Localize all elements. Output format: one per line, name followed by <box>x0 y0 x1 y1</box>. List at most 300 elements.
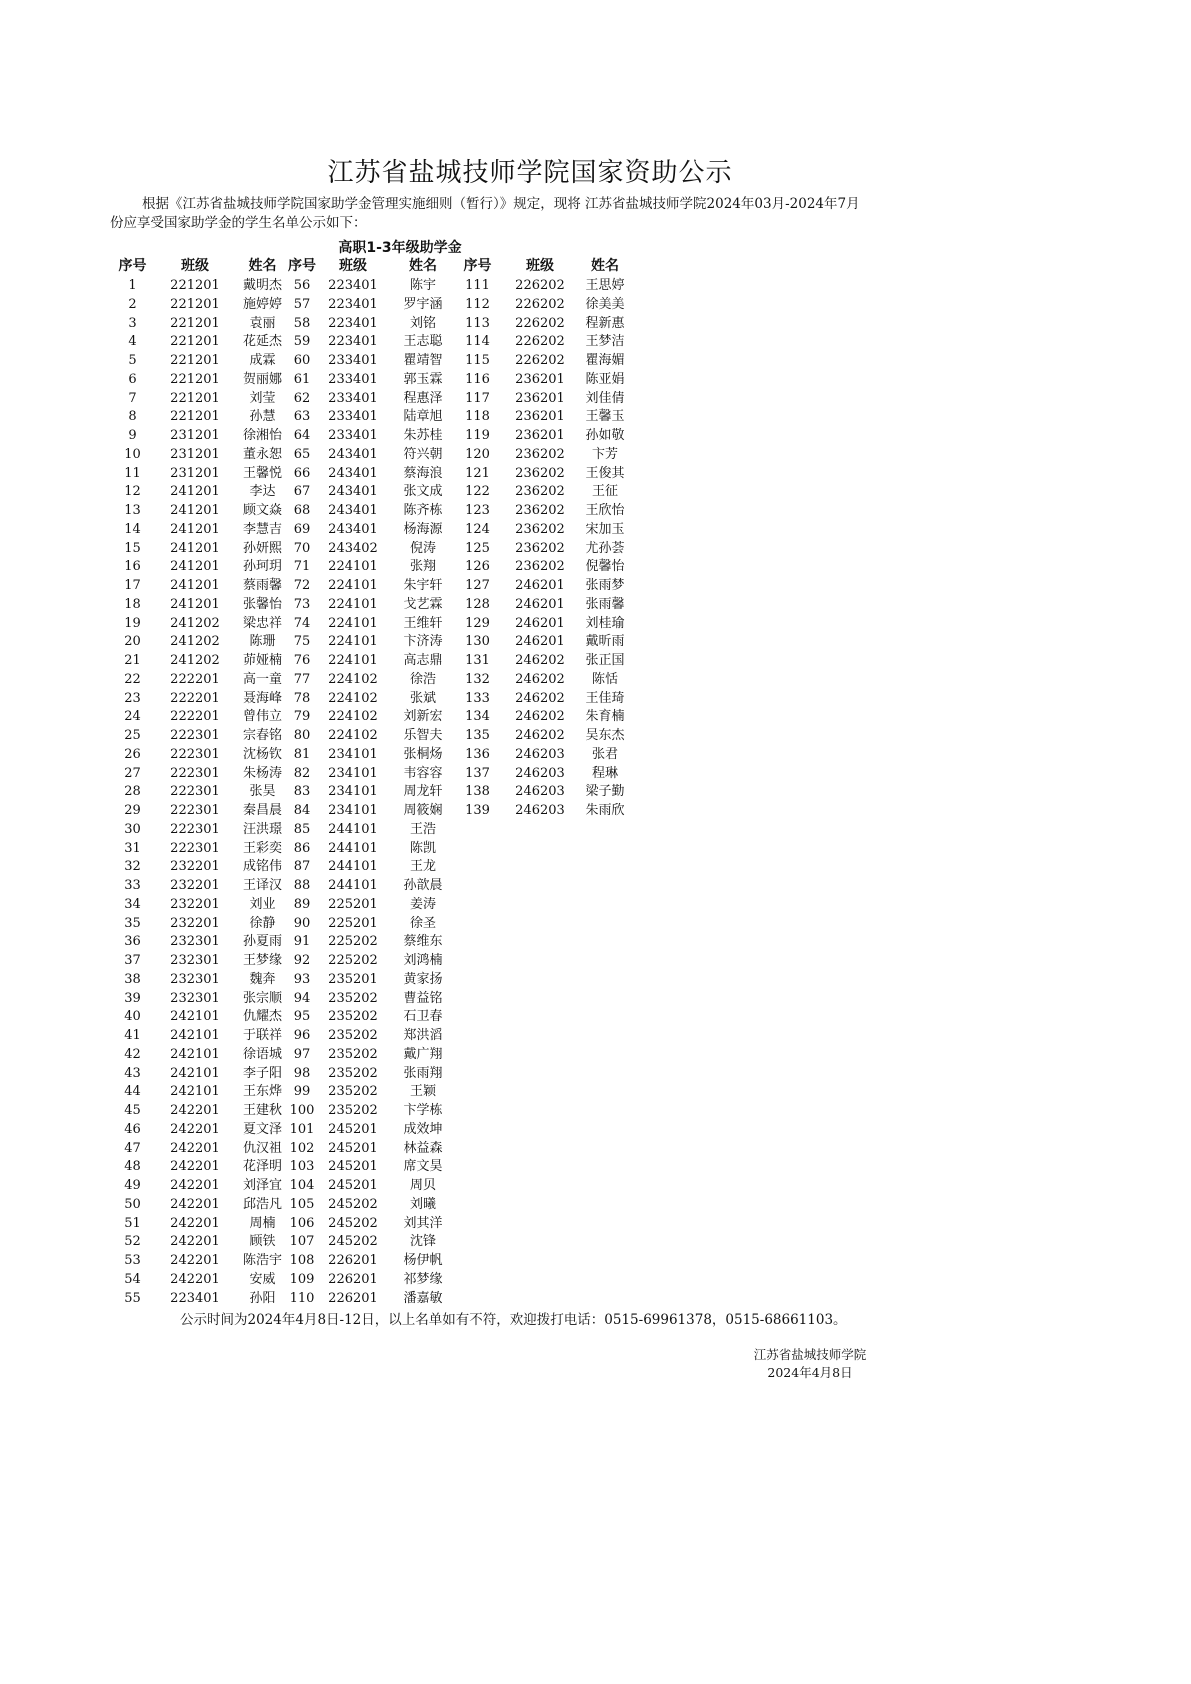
cell-seq: 59 <box>293 334 311 350</box>
cell-seq: 93 <box>293 971 311 987</box>
cell-class: 244101 <box>328 859 378 875</box>
cell-seq: 55 <box>124 1290 141 1306</box>
cell-class: 242201 <box>170 1253 220 1268</box>
cell-name: 潘嘉敏 <box>403 1290 443 1306</box>
cell-name: 高一童 <box>242 671 282 687</box>
cell-seq: 110 <box>289 1290 315 1306</box>
cell-name: 陈浩宇 <box>242 1253 282 1268</box>
cell-class: 245202 <box>328 1215 378 1231</box>
cell-class: 235201 <box>328 971 378 987</box>
cell-seq: 86 <box>293 840 311 856</box>
cell-class: 222201 <box>170 709 220 725</box>
cell-name: 吴东杰 <box>585 728 625 743</box>
cell-class: 221201 <box>170 390 220 406</box>
cell-seq: 24 <box>124 709 141 725</box>
cell-class: 235202 <box>328 1009 378 1025</box>
cell-name: 袁丽 <box>249 315 276 331</box>
cell-seq: 97 <box>293 1046 311 1062</box>
cell-class: 236201 <box>515 409 565 425</box>
cell-name: 张雨翔 <box>403 1065 443 1081</box>
cell-name: 程琳 <box>591 765 618 781</box>
cell-class: 224101 <box>328 596 378 612</box>
cell-name: 朱苏桂 <box>403 428 443 443</box>
cell-class: 241201 <box>170 503 220 518</box>
cell-name: 贺丽娜 <box>242 371 282 387</box>
cell-class: 226201 <box>328 1253 378 1268</box>
cell-seq: 112 <box>465 296 490 312</box>
cell-seq: 139 <box>465 803 490 818</box>
cell-class: 234101 <box>328 803 378 818</box>
cell-name: 王维轩 <box>403 615 443 631</box>
cell-class: 221201 <box>170 315 220 331</box>
cell-seq: 128 <box>465 596 490 612</box>
cell-name: 王梦缘 <box>242 953 282 968</box>
cell-seq: 64 <box>293 428 311 443</box>
cell-seq: 65 <box>293 446 311 462</box>
cell-name: 高志鼎 <box>403 653 443 668</box>
cell-seq: 6 <box>128 371 137 387</box>
header-seq-3: 序号 <box>463 258 492 274</box>
cell-seq: 85 <box>293 821 311 837</box>
cell-name: 席文昊 <box>403 1159 443 1175</box>
cell-seq: 109 <box>289 1271 315 1287</box>
cell-name: 孙歆晨 <box>403 878 443 893</box>
cell-class: 222301 <box>170 765 220 781</box>
cell-class: 243402 <box>328 540 378 556</box>
cell-name: 张翔 <box>409 559 436 575</box>
cell-seq: 79 <box>293 709 311 725</box>
cell-class: 233401 <box>328 371 378 387</box>
cell-seq: 15 <box>124 540 141 556</box>
cell-seq: 80 <box>293 728 311 743</box>
cell-seq: 76 <box>293 653 311 668</box>
cell-seq: 5 <box>128 353 137 368</box>
cell-name: 郑洪滔 <box>403 1028 443 1043</box>
cell-seq: 111 <box>465 278 490 293</box>
cell-name: 仇耀杰 <box>242 1009 282 1025</box>
cell-name: 徐语城 <box>242 1046 282 1062</box>
cell-name: 王译汉 <box>242 878 282 893</box>
cell-class: 246202 <box>515 671 565 687</box>
header-seq-2: 序号 <box>288 258 316 274</box>
cell-seq: 87 <box>293 859 311 875</box>
cell-seq: 72 <box>293 578 311 593</box>
cell-class: 235202 <box>328 1046 378 1062</box>
cell-class: 222301 <box>170 746 220 762</box>
cell-name: 王志聪 <box>403 334 443 350</box>
cell-name: 王龙 <box>409 859 436 875</box>
cell-name: 花延杰 <box>242 334 282 350</box>
cell-seq: 43 <box>124 1065 141 1081</box>
cell-class: 246203 <box>515 746 565 762</box>
cell-seq: 35 <box>124 915 141 931</box>
header-class-2: 班级 <box>339 258 367 274</box>
cell-seq: 47 <box>124 1140 141 1156</box>
cell-class: 241202 <box>170 653 220 668</box>
cell-seq: 52 <box>124 1234 141 1250</box>
cell-class: 242101 <box>170 1046 220 1062</box>
cell-seq: 75 <box>293 634 311 650</box>
cell-class: 222201 <box>170 690 220 706</box>
cell-class: 236202 <box>515 446 565 462</box>
cell-seq: 7 <box>128 390 137 406</box>
cell-seq: 136 <box>465 746 490 762</box>
cell-name: 顾铁 <box>249 1234 276 1250</box>
cell-name: 施婷婷 <box>242 296 282 312</box>
cell-class: 246202 <box>515 653 565 668</box>
cell-name: 林益森 <box>403 1140 443 1156</box>
cell-seq: 20 <box>124 634 141 650</box>
cell-class: 226201 <box>328 1290 378 1306</box>
cell-class: 236202 <box>515 540 565 556</box>
cell-name: 朱杨涛 <box>242 765 282 781</box>
cell-seq: 95 <box>293 1009 311 1025</box>
cell-name: 罗宇涵 <box>403 296 443 312</box>
cell-class: 246201 <box>515 596 565 612</box>
header-name-1: 姓名 <box>248 258 277 274</box>
cell-name: 聂海峰 <box>242 690 282 706</box>
cell-name: 于联祥 <box>242 1028 282 1043</box>
cell-seq: 14 <box>124 521 141 537</box>
cell-class: 233401 <box>328 390 378 406</box>
cell-name: 梁子勤 <box>585 784 625 800</box>
cell-class: 236202 <box>515 465 565 481</box>
cell-name: 张昊 <box>249 784 276 800</box>
cell-seq: 91 <box>293 934 311 950</box>
cell-seq: 132 <box>465 671 490 687</box>
cell-seq: 114 <box>465 334 490 350</box>
cell-name: 刘莹 <box>249 390 276 406</box>
cell-seq: 68 <box>293 503 311 518</box>
cell-name: 孙珂玥 <box>242 559 282 575</box>
cell-class: 232301 <box>170 971 220 987</box>
intro-line-1: 根据《江苏省盐城技师学院国家助学金管理实施细则（暂行）》规定，现将 江苏省盐城技师学院2024年03月-2024年7月 <box>142 196 860 212</box>
cell-class: 242201 <box>170 1215 220 1231</box>
cell-name: 王馨悦 <box>242 465 282 481</box>
cell-class: 246201 <box>515 578 565 593</box>
cell-seq: 94 <box>293 990 311 1006</box>
cell-class: 222301 <box>170 840 220 856</box>
cell-name: 徐美美 <box>585 296 625 312</box>
cell-class: 233401 <box>328 428 378 443</box>
page-title: 江苏省盐城技师学院国家资助公示 <box>327 158 733 188</box>
cell-name: 李达 <box>249 484 276 500</box>
cell-class: 244101 <box>328 821 378 837</box>
cell-class: 236202 <box>515 484 565 500</box>
cell-seq: 33 <box>124 878 141 893</box>
cell-name: 周龙轩 <box>403 784 443 800</box>
cell-name: 王佳琦 <box>585 690 625 706</box>
org-name: 江苏省盐城技师学院 <box>753 1347 867 1362</box>
cell-class: 241201 <box>170 540 220 556</box>
cell-class: 245202 <box>328 1196 378 1212</box>
cell-name: 刘佳倩 <box>585 390 625 406</box>
cell-seq: 17 <box>124 578 141 593</box>
cell-class: 245201 <box>328 1159 378 1175</box>
cell-name: 李慧吉 <box>242 521 282 537</box>
cell-seq: 51 <box>124 1215 141 1231</box>
cell-name: 韦容容 <box>403 765 443 781</box>
cell-class: 236201 <box>515 390 565 406</box>
cell-seq: 70 <box>293 540 311 556</box>
cell-seq: 44 <box>124 1084 141 1100</box>
cell-seq: 41 <box>124 1028 141 1043</box>
cell-name: 顾文焱 <box>242 503 282 518</box>
cell-seq: 77 <box>293 671 311 687</box>
cell-class: 242201 <box>170 1271 220 1287</box>
cell-class: 225202 <box>328 934 378 950</box>
cell-class: 235202 <box>328 1084 378 1100</box>
cell-name: 夏文泽 <box>242 1121 282 1137</box>
cell-seq: 107 <box>289 1234 315 1250</box>
cell-seq: 134 <box>465 709 490 725</box>
cell-name: 黄家扬 <box>403 971 443 987</box>
cell-name: 蔡维东 <box>403 934 443 950</box>
cell-class: 242201 <box>170 1140 220 1156</box>
cell-class: 224102 <box>328 728 378 743</box>
cell-seq: 32 <box>124 859 141 875</box>
cell-name: 陈恬 <box>591 671 618 687</box>
cell-name: 徐湘怡 <box>242 428 282 443</box>
cell-class: 231201 <box>170 446 220 462</box>
intro-line-2: 份应享受国家助学金的学生名单公示如下： <box>110 215 367 231</box>
cell-name: 石卫春 <box>403 1009 443 1025</box>
cell-name: 郭玉霖 <box>403 371 443 387</box>
cell-class: 246202 <box>515 709 565 725</box>
cell-class: 235202 <box>328 1028 378 1043</box>
cell-class: 241201 <box>170 484 220 500</box>
cell-name: 仇汉祖 <box>242 1140 282 1156</box>
cell-seq: 57 <box>293 296 311 312</box>
cell-name: 戈艺霖 <box>403 596 443 612</box>
cell-name: 安威 <box>249 1271 276 1287</box>
cell-class: 241201 <box>170 521 220 537</box>
cell-name: 卞济涛 <box>403 634 443 650</box>
cell-name: 周楠 <box>249 1215 276 1231</box>
cell-name: 陈凯 <box>409 840 436 856</box>
cell-seq: 121 <box>465 465 490 481</box>
cell-class: 233401 <box>328 353 378 368</box>
cell-seq: 66 <box>293 465 311 481</box>
cell-class: 231201 <box>170 428 220 443</box>
cell-seq: 50 <box>124 1196 141 1212</box>
cell-seq: 102 <box>289 1140 315 1156</box>
cell-name: 王欣怡 <box>585 503 625 518</box>
cell-class: 226202 <box>515 353 565 368</box>
cell-seq: 127 <box>465 578 490 593</box>
cell-class: 245201 <box>328 1121 378 1137</box>
cell-name: 陈齐栋 <box>403 503 443 518</box>
cell-class: 222301 <box>170 728 220 743</box>
cell-name: 孙如敬 <box>585 428 625 443</box>
cell-seq: 3 <box>128 315 137 331</box>
cell-seq: 73 <box>293 596 311 612</box>
cell-class: 236201 <box>515 428 565 443</box>
cell-seq: 84 <box>293 803 311 818</box>
header-seq-1: 序号 <box>118 258 147 274</box>
cell-name: 王征 <box>591 484 618 500</box>
cell-name: 孙阳 <box>249 1290 276 1306</box>
cell-name: 邱浩凡 <box>242 1196 282 1212</box>
cell-class: 243401 <box>328 484 378 500</box>
cell-seq: 113 <box>465 315 490 331</box>
cell-class: 232301 <box>170 934 220 950</box>
cell-class: 246203 <box>515 784 565 800</box>
cell-name: 王俊其 <box>585 465 625 481</box>
cell-class: 244101 <box>328 840 378 856</box>
cell-seq: 27 <box>124 765 141 781</box>
cell-seq: 60 <box>293 353 311 368</box>
cell-seq: 45 <box>124 1103 141 1118</box>
cell-class: 223401 <box>328 278 378 293</box>
cell-name: 徐静 <box>249 915 276 931</box>
signature-block <box>730 1346 890 1382</box>
cell-name: 陈宇 <box>409 278 436 293</box>
cell-seq: 19 <box>124 615 141 631</box>
cell-class: 236202 <box>515 503 565 518</box>
cell-seq: 101 <box>289 1121 315 1137</box>
cell-class: 241202 <box>170 615 220 631</box>
cell-seq: 63 <box>293 409 311 425</box>
cell-seq: 118 <box>465 409 490 425</box>
cell-class: 242201 <box>170 1121 220 1137</box>
cell-class: 226202 <box>515 296 565 312</box>
cell-seq: 54 <box>124 1271 141 1287</box>
cell-name: 刘泽宜 <box>242 1178 282 1193</box>
cell-class: 231201 <box>170 465 220 481</box>
cell-seq: 22 <box>124 671 141 687</box>
cell-seq: 53 <box>124 1253 141 1268</box>
cell-name: 曹益铭 <box>403 990 443 1006</box>
cell-class: 241202 <box>170 634 220 650</box>
cell-class: 225201 <box>328 896 378 912</box>
cell-class: 243401 <box>328 503 378 518</box>
cell-class: 246202 <box>515 728 565 743</box>
cell-class: 226201 <box>328 1271 378 1287</box>
cell-class: 232201 <box>170 915 220 931</box>
cell-name: 花泽明 <box>242 1159 282 1175</box>
cell-seq: 26 <box>124 746 141 762</box>
cell-class: 232201 <box>170 878 220 893</box>
cell-class: 221201 <box>170 296 220 312</box>
cell-class: 242201 <box>170 1159 220 1175</box>
cell-seq: 36 <box>124 934 141 950</box>
cell-class: 221201 <box>170 334 220 350</box>
cell-class: 222201 <box>170 671 220 687</box>
cell-class: 245201 <box>328 1178 378 1193</box>
cell-name: 成霖 <box>249 353 276 368</box>
cell-name: 王颖 <box>409 1084 436 1100</box>
cell-seq: 34 <box>124 896 141 912</box>
cell-seq: 9 <box>128 428 137 443</box>
cell-name: 姜涛 <box>409 896 436 912</box>
cell-name: 戴广翔 <box>403 1046 443 1062</box>
cell-class: 234101 <box>328 746 378 762</box>
cell-class: 246201 <box>515 615 565 631</box>
cell-seq: 38 <box>124 971 141 987</box>
cell-seq: 48 <box>124 1159 141 1175</box>
cell-class: 242201 <box>170 1196 220 1212</box>
cell-class: 234101 <box>328 765 378 781</box>
cell-name: 蔡海浪 <box>403 465 443 481</box>
cell-seq: 126 <box>465 559 490 575</box>
cell-name: 陆章旭 <box>403 409 443 425</box>
cell-seq: 23 <box>124 690 141 706</box>
cell-name: 倪涛 <box>409 540 436 556</box>
cell-class: 243401 <box>328 465 378 481</box>
cell-seq: 89 <box>293 896 311 912</box>
cell-seq: 30 <box>124 821 141 837</box>
cell-name: 沈锋 <box>409 1234 436 1250</box>
cell-class: 242101 <box>170 1009 220 1025</box>
cell-class: 223401 <box>328 315 378 331</box>
cell-seq: 2 <box>128 296 137 312</box>
cell-name: 朱雨欣 <box>585 803 625 818</box>
cell-class: 236202 <box>515 559 565 575</box>
cell-name: 陈珊 <box>249 634 276 650</box>
cell-name: 沈杨钦 <box>242 746 282 762</box>
cell-seq: 103 <box>289 1159 315 1175</box>
cell-name: 刘其洋 <box>403 1215 443 1231</box>
cell-seq: 78 <box>293 690 311 706</box>
cell-seq: 137 <box>465 765 490 781</box>
cell-name: 蔡雨馨 <box>242 578 282 593</box>
cell-class: 224101 <box>328 634 378 650</box>
cell-seq: 120 <box>465 446 490 462</box>
cell-name: 卞学栋 <box>403 1103 443 1118</box>
cell-class: 224102 <box>328 690 378 706</box>
cell-class: 224101 <box>328 615 378 631</box>
cell-seq: 46 <box>124 1121 141 1137</box>
cell-class: 243401 <box>328 521 378 537</box>
notice-footer: 公示时间为2024年4月8日-12日，以上名单如有不符，欢迎拨打电话：0515-69961378，0515-68661103。 <box>180 1312 847 1328</box>
cell-name: 程惠泽 <box>403 390 443 406</box>
cell-class: 241201 <box>170 596 220 612</box>
cell-seq: 4 <box>128 334 137 350</box>
cell-class: 225201 <box>328 915 378 931</box>
cell-class: 235202 <box>328 1103 378 1118</box>
cell-name: 戴昕雨 <box>585 634 625 650</box>
cell-class: 241201 <box>170 559 220 575</box>
cell-class: 223401 <box>170 1290 220 1306</box>
cell-class: 243401 <box>328 446 378 462</box>
cell-class: 235202 <box>328 1065 378 1081</box>
cell-seq: 105 <box>289 1196 315 1212</box>
cell-seq: 13 <box>124 503 141 518</box>
cell-class: 224102 <box>328 671 378 687</box>
cell-class: 233401 <box>328 409 378 425</box>
cell-name: 瞿靖智 <box>403 353 443 368</box>
cell-name: 张雨馨 <box>585 596 625 612</box>
cell-class: 226202 <box>515 315 565 331</box>
cell-name: 祁梦缘 <box>403 1271 443 1287</box>
cell-name: 孙慧 <box>249 409 276 425</box>
cell-seq: 106 <box>289 1215 315 1231</box>
cell-class: 246201 <box>515 634 565 650</box>
cell-name: 刘曦 <box>409 1196 436 1212</box>
cell-seq: 39 <box>124 990 141 1006</box>
cell-seq: 88 <box>293 878 311 893</box>
cell-seq: 123 <box>465 503 490 518</box>
cell-class: 221201 <box>170 353 220 368</box>
cell-class: 234101 <box>328 784 378 800</box>
cell-class: 224101 <box>328 653 378 668</box>
cell-seq: 100 <box>289 1103 315 1118</box>
cell-seq: 21 <box>124 653 141 668</box>
cell-name: 汪洪璟 <box>242 821 282 837</box>
cell-name: 刘业 <box>249 896 276 912</box>
cell-seq: 37 <box>124 953 141 968</box>
